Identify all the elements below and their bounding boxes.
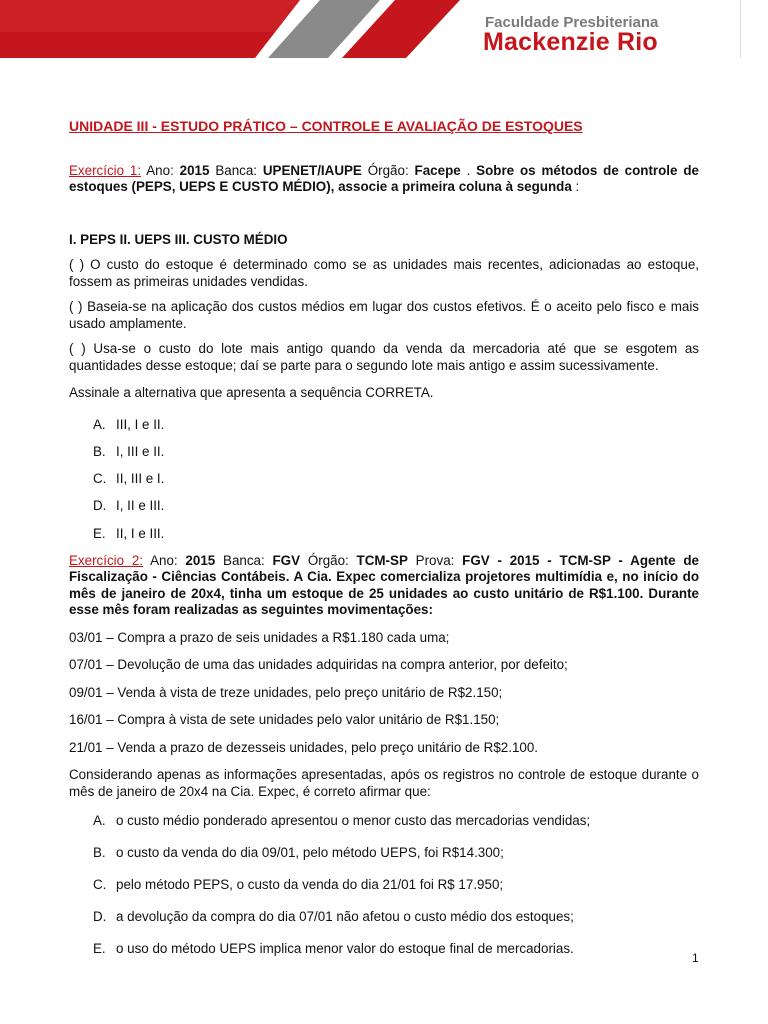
exercise-1-statement: ( ) O custo do estoque é determinado como se as unidades mais recentes, adicionadas ao estoque, fossem as primeiras unidades vendidas. bbox=[69, 257, 699, 289]
header-divider bbox=[740, 0, 741, 58]
exercise-1-banca-label: Banca: bbox=[209, 162, 263, 178]
answer-option bbox=[93, 498, 699, 515]
exercise-2-orgao-label: Órgão: bbox=[300, 552, 357, 568]
option-text: o uso do método UEPS implica menor valor do estoque final de mercadorias. bbox=[116, 941, 574, 957]
option-text: o custo da venda do dia 09/01, pelo método UEPS, foi R$14.300; bbox=[116, 845, 504, 861]
option-text: I, III e II. bbox=[116, 443, 165, 459]
answer-option bbox=[93, 471, 699, 488]
exercise-2-orgao: TCM-SP bbox=[356, 552, 408, 568]
document-header bbox=[0, 0, 768, 62]
exercise-1-banca: UPENET/IAUPE bbox=[262, 162, 362, 178]
exercise-2-options bbox=[69, 813, 699, 958]
movement-line: 21/01 – Venda a prazo de dezesseis unidades, pelo preço unitário de R$2.100. bbox=[69, 739, 539, 755]
exercise-2-prompt: Considerando apenas as informações apresentadas, após os registros no controle de estoque durante o mês de janeiro de 20x4 na Cia. Expec, é correto afirmar que: bbox=[69, 767, 699, 799]
exercise-1-orgao: Facepe bbox=[414, 162, 461, 178]
answer-option bbox=[93, 909, 699, 926]
option-letter: A. bbox=[93, 813, 106, 829]
exercise-2-prova-label: Prova: bbox=[407, 552, 463, 568]
exercise-1-question: Sobre os métodos de controle de estoques (PEPS, UEPS E CUSTO MÉDIO), associe a primeira coluna à segunda bbox=[69, 162, 699, 194]
option-letter: E. bbox=[93, 941, 106, 957]
exercise-2-banca-label: Banca: bbox=[215, 552, 273, 568]
answer-option bbox=[93, 526, 699, 543]
exercise-2-statement: FGV - 2015 - TCM-SP - Agente de Fiscalização - Ciências Contábeis. A Cia. Expec comercializa projetores multimídia e, no início do mês de janeiro de 20x4, tinha um estoque de 25 unidades ao custo unitário de R$1.100. Durante esse mês foram realizadas as seguintes movimentações: bbox=[69, 552, 699, 618]
option-text: II, III e I. bbox=[116, 471, 165, 487]
answer-option bbox=[93, 417, 699, 434]
exercise-1-orgao-label: Órgão: bbox=[361, 162, 415, 178]
answer-option bbox=[93, 813, 699, 830]
movement-line: 03/01 – Compra a prazo de seis unidades a R$1.180 cada uma; bbox=[69, 629, 450, 645]
option-text: o custo médio ponderado apresentou o menor custo das mercadorias vendidas; bbox=[116, 813, 591, 829]
answer-option bbox=[93, 444, 699, 461]
header-stripes-graphic bbox=[0, 0, 470, 62]
option-letter: A. bbox=[93, 416, 106, 432]
option-letter: B. bbox=[93, 443, 106, 459]
exercise-2-header bbox=[69, 553, 699, 619]
option-text: II, I e III. bbox=[116, 525, 165, 541]
option-letter: B. bbox=[93, 845, 106, 861]
exercise-1-options bbox=[69, 417, 699, 543]
option-letter: D. bbox=[93, 498, 107, 514]
answer-option bbox=[93, 941, 699, 958]
page-number: 1 bbox=[692, 951, 699, 965]
exercise-2-label: Exercício 2: bbox=[69, 552, 144, 568]
exercise-1-colon: : bbox=[571, 179, 580, 194]
answer-option bbox=[93, 845, 699, 862]
page-title: UNIDADE III - ESTUDO PRÁTICO – CONTROLE E AVALIAÇÃO DE ESTOQUES bbox=[69, 118, 583, 134]
movement-line: 07/01 – Devolução de uma das unidades adquiridas na compra anterior, por defeito; bbox=[69, 657, 568, 673]
document-body bbox=[69, 118, 699, 973]
option-text: III, I e II. bbox=[116, 416, 165, 432]
exercise-1-prompt: Assinale a alternativa que apresenta a sequência CORRETA. bbox=[69, 385, 434, 400]
exercise-1-year: 2015 bbox=[179, 162, 210, 178]
exercise-1-columns: I. PEPS II. UEPS III. CUSTO MÉDIO bbox=[69, 231, 288, 247]
movement-line: 16/01 – Compra à vista de sete unidades pelo valor unitário de R$1.150; bbox=[69, 712, 500, 728]
exercise-2-banca: FGV bbox=[272, 552, 301, 568]
option-text: a devolução da compra do dia 07/01 não afetou o custo médio dos estoques; bbox=[116, 909, 574, 925]
answer-option bbox=[93, 877, 699, 894]
option-letter: C. bbox=[93, 471, 107, 487]
exercise-2-year-label: Ano: bbox=[143, 552, 186, 568]
option-text: pelo método PEPS, o custo da venda do dia 21/01 foi R$ 17.950; bbox=[116, 877, 504, 893]
exercise-1-header bbox=[69, 163, 699, 196]
logo-subtitle: Faculdade Presbiteriana bbox=[485, 14, 659, 31]
movement-line: 09/01 – Venda à vista de treze unidades, pelo preço unitário de R$2.150; bbox=[69, 684, 503, 700]
option-letter: E. bbox=[93, 525, 106, 541]
exercise-1-label: Exercício 1: bbox=[69, 162, 142, 178]
option-letter: D. bbox=[93, 909, 107, 925]
exercise-1-statement: ( ) Usa-se o custo do lote mais antigo quando da venda da mercadoria até que se esgotem as quantidades desse estoque; daí se parte para o segundo lote mais antigo e assim sucessivamente. bbox=[69, 341, 699, 373]
exercise-1-statement: ( ) Baseia-se na aplicação dos custos médios em lugar dos custos efetivos. É o aceito pelo fisco e mais usado amplamente. bbox=[69, 299, 699, 331]
exercise-1-separator: . bbox=[460, 162, 477, 178]
exercise-1-year-label: Ano: bbox=[141, 162, 180, 178]
logo-title: Mackenzie Rio bbox=[483, 28, 658, 56]
option-letter: C. bbox=[93, 877, 107, 893]
exercise-2-year: 2015 bbox=[185, 552, 216, 568]
option-text: I, II e III. bbox=[116, 498, 165, 514]
